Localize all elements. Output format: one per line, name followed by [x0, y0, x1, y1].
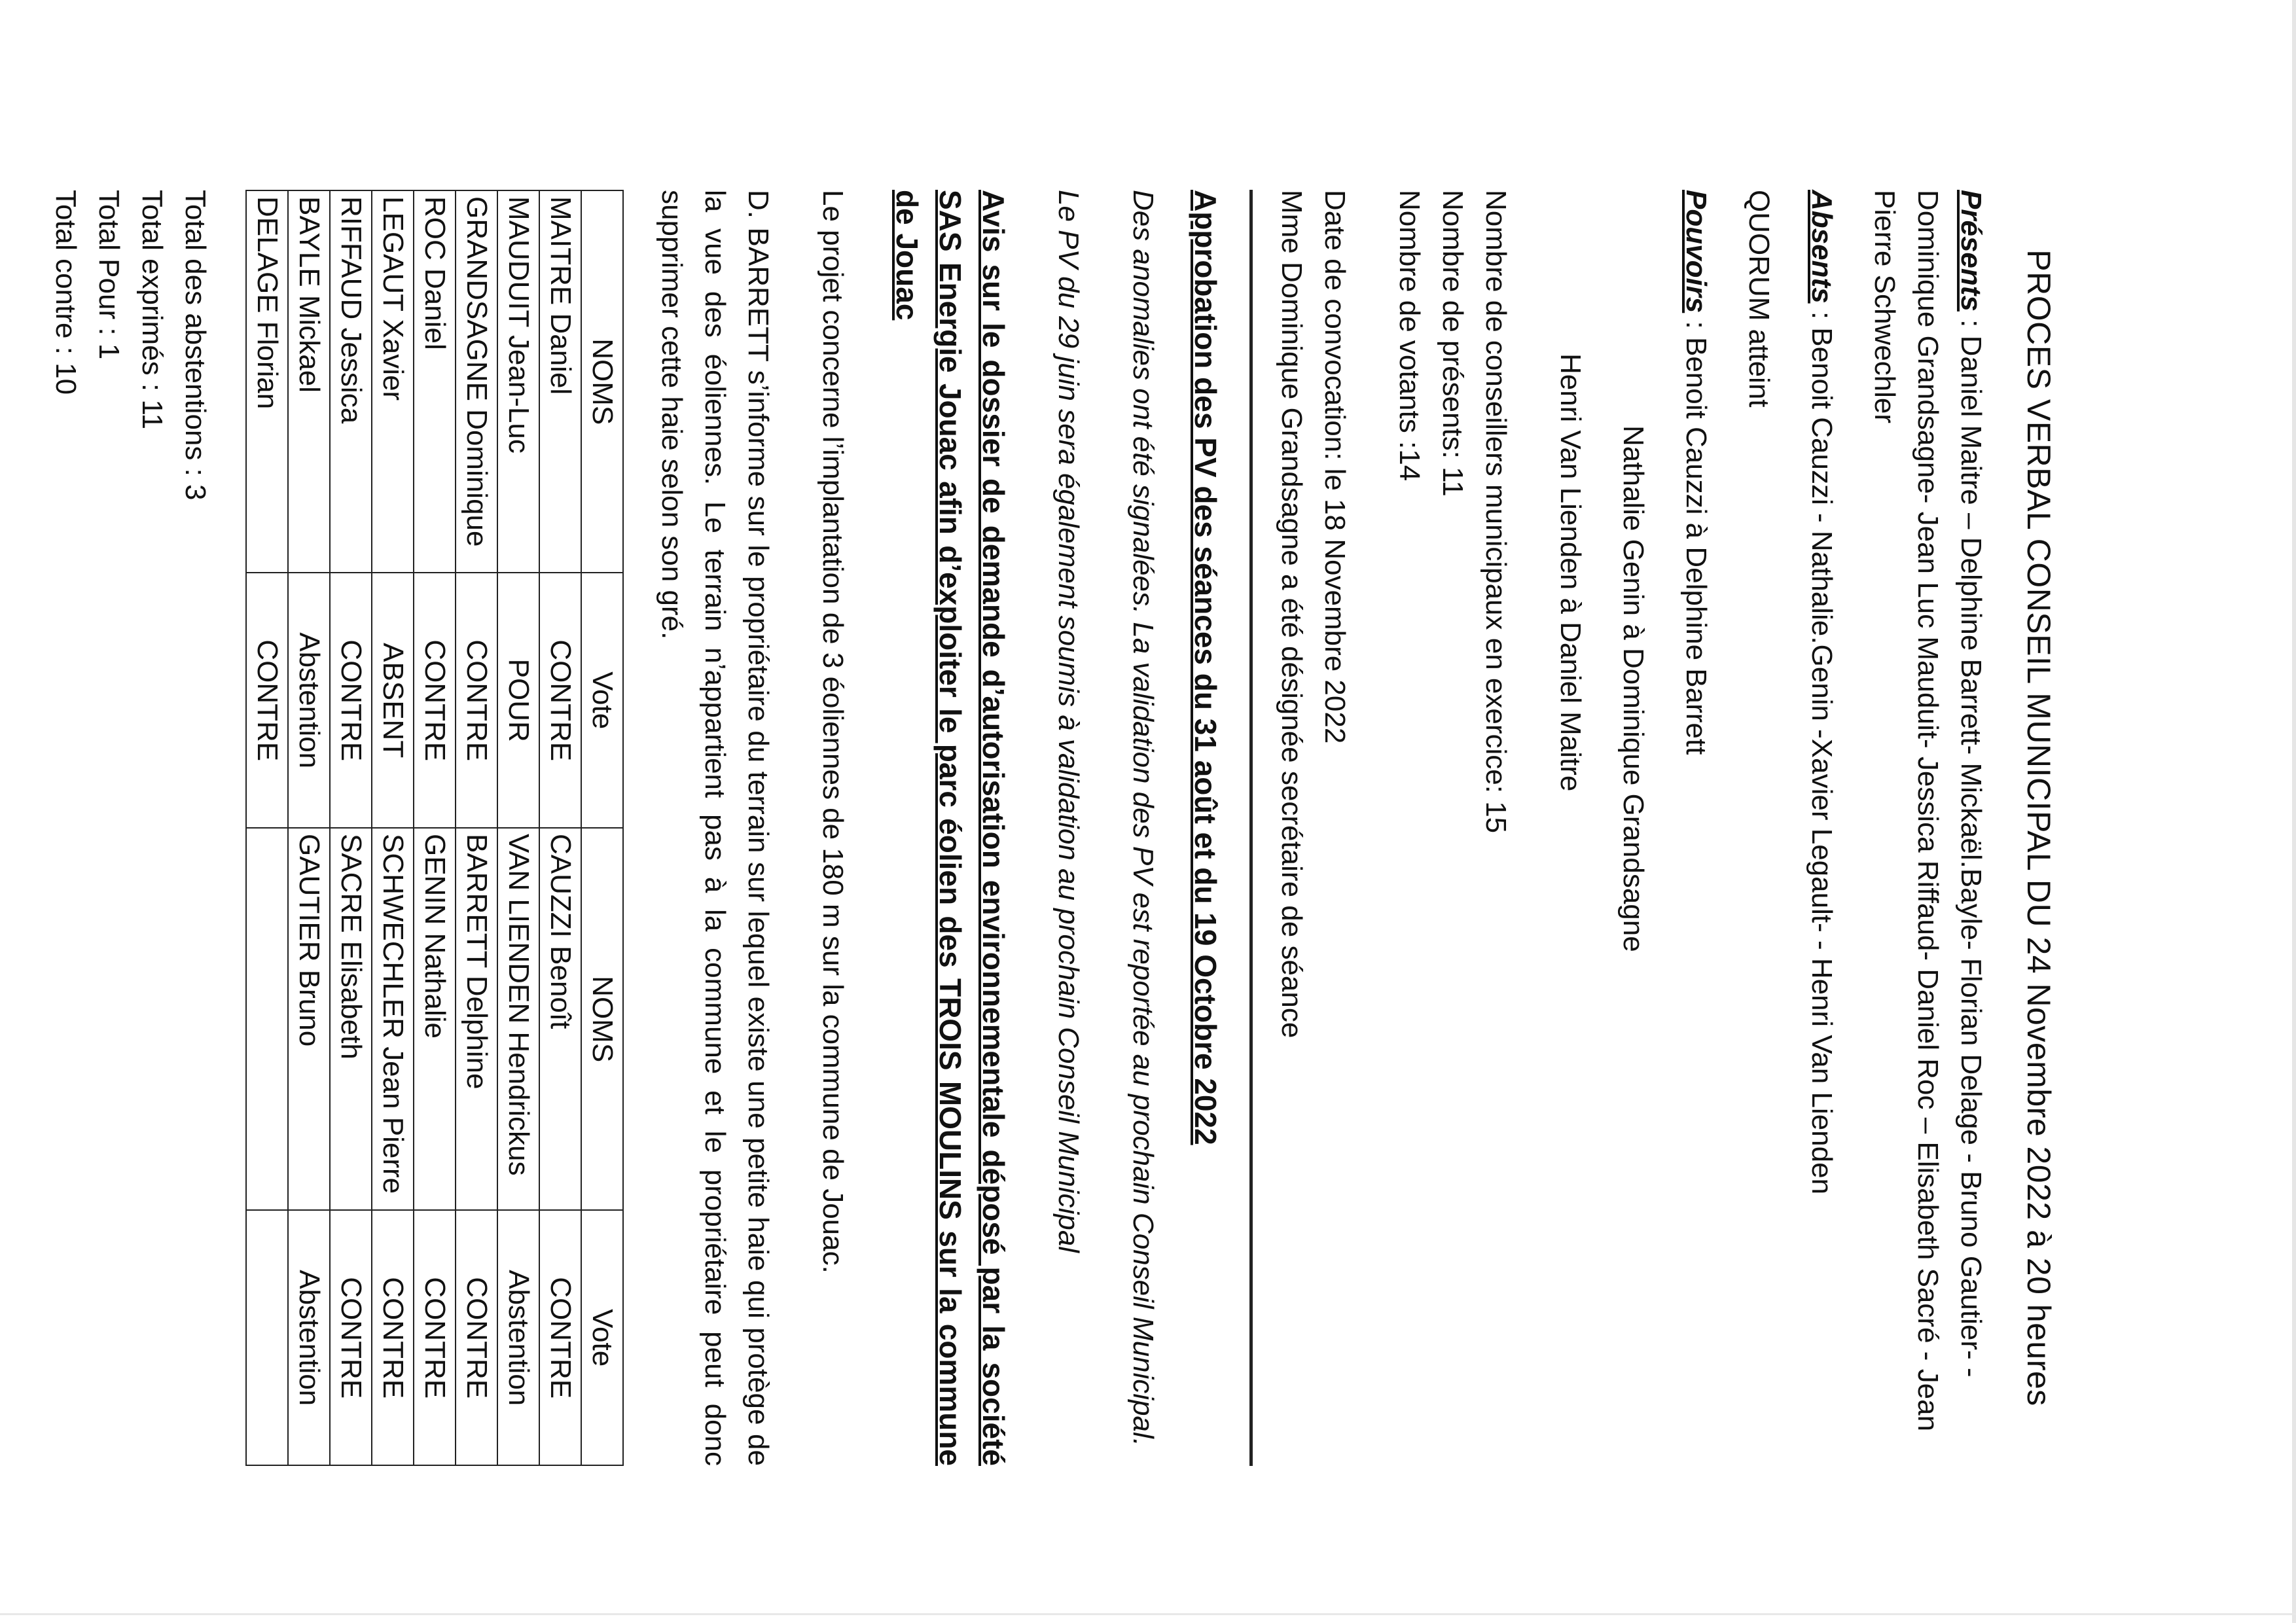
approval-paragraph: Des anomalies ont été signalées. La validation des PV est reportée au prochain Conseil Municipal. [1127, 190, 1159, 1447]
member-vote: CONTRE [330, 573, 372, 828]
member-vote: CONTRE [330, 1210, 372, 1465]
table-row [330, 190, 372, 1465]
absents-label: Absents [1806, 190, 1838, 304]
pouvoir-item: Benoit Cauzzi à Delphine Barrett [1680, 336, 1712, 755]
vote-table [245, 190, 624, 1466]
totals-block [44, 190, 217, 1466]
secretary-line: Mme Dominique Grandsagne a été désignée secrétaire de séance [1276, 190, 1308, 1039]
member-name: SCHWECHLER Jean Pierre [372, 828, 414, 1210]
member-name: ROC Daniel [414, 190, 456, 573]
member-name: GENIN Nathalie [414, 828, 456, 1210]
member-vote: CONTRE [414, 1210, 456, 1465]
counts-block [1388, 190, 1517, 1466]
table-row [539, 190, 581, 1465]
pouvoirs-line: Pouvoirs : Benoit Cauzzi à Delphine Barrett [1680, 190, 1712, 755]
table-row [456, 190, 497, 1465]
member-name: RIFFAUD Jessica [330, 190, 372, 573]
header-vote: Vote [581, 1210, 623, 1465]
pouvoir-item: Henri Van Lienden à Daniel Maitre [1554, 353, 1587, 792]
member-vote: CONTRE [456, 1210, 497, 1465]
member-vote: ABSENT [372, 573, 414, 828]
member-vote: Abstention [288, 1210, 330, 1465]
header-noms: NOMS [581, 828, 623, 1210]
count-line: Nombre de conseillers municipaux en exercice: 15 [1480, 190, 1512, 834]
member-vote: Abstention [288, 573, 330, 828]
member-vote: CONTRE [539, 573, 581, 828]
pouvoir-item: Nathalie Genin à Dominique Grandsagne [1617, 425, 1649, 952]
absents-line [1800, 190, 1843, 1466]
approval-paragraph: Le PV du 29 juin sera également soumis à validation au prochain Conseil Municipal [1052, 190, 1085, 1253]
member-name [246, 828, 288, 1210]
member-vote: CONTRE [539, 1210, 581, 1465]
member-vote: CONTRE [414, 573, 456, 828]
header-noms: NOMS [581, 190, 623, 573]
quorum-line: QUORUM atteint [1743, 190, 1775, 408]
member-vote: CONTRE [246, 573, 288, 828]
total-line: Total Pour : 1 [93, 190, 125, 360]
pouvoirs-label: Pouvoirs [1680, 190, 1712, 313]
total-line: Total contre : 10 [50, 190, 82, 395]
member-name: LEGAUT Xavier [372, 190, 414, 573]
member-name: GAUTIER Bruno [288, 828, 330, 1210]
member-name: MAITRE Daniel [539, 190, 581, 573]
section-divider [1249, 190, 1253, 1466]
total-line: Total exprimés : 11 [136, 190, 168, 430]
member-name: SACRE Elisabeth [330, 828, 372, 1210]
avis-paragraph: D. BARRETT s’informe sur le propriétaire du terrain sur lequel existe une petite haie qui protège de la vue des éoliennes. Le terrain n’appartient pas à la commune et le propriétaire peut donc supprimer cette haie selon son gré. [656, 190, 774, 1466]
total-line: Total des abstentions : 3 [179, 190, 211, 501]
presents-label: Présents [1955, 190, 1987, 312]
table-row [288, 190, 330, 1465]
table-row [246, 190, 288, 1465]
member-vote: POUR [497, 573, 539, 828]
convocation-block [1270, 190, 1356, 1466]
member-vote: CONTRE [372, 1210, 414, 1465]
avis-heading: Avis sur le dossier de demande d’autorisation environnementale déposé par la société SAS Energie Jouac afin d’exploiter le parc éolien des TROIS MOULINS sur la commune de Jouac [890, 190, 1011, 1466]
member-name: CAUZZI Benoît [539, 828, 581, 1210]
approval-heading: Approbation des PV des séances du 31 août et du 19 Octobre 2022 [1189, 190, 1223, 1145]
member-vote: CONTRE [456, 573, 497, 828]
presents-line [1863, 190, 1992, 1466]
member-vote: Abstention [497, 1210, 539, 1465]
table-row [497, 190, 539, 1465]
count-line: Nombre de votants :14 [1393, 190, 1426, 482]
member-name: DELAGE Florian [246, 190, 288, 573]
count-line: Nombre de présents: 11 [1437, 190, 1469, 497]
member-name: MAUDUIT Jean-Luc [497, 190, 539, 573]
header-vote: Vote [581, 573, 623, 828]
table-row [414, 190, 456, 1465]
presents-text: : Daniel Maitre – Delphine Barrett- Mickaël.Bayle- Florian Delage - Bruno Gautier- - Dominique Grandsagne- Jean Luc Mauduit- Jessica Riffaud- Daniel Roc – Elisabeth Sacré - Jean Pierre Schwechler [1869, 190, 1987, 1432]
convocation-line: Date de convocation: le 18 Novembre 2022 [1319, 190, 1351, 744]
member-name: BAYLE Mickael [288, 190, 330, 573]
avis-paragraph: Le projet concerne l’implantation de 3 éoliennes de 180 m sur la commune de Jouac. [817, 190, 849, 1274]
member-name: BARRETT Delphine [456, 828, 497, 1210]
absents-text: : Benoit Cauzzi - Nathalie.Genin -Xavier Legault- - Henri Van Lienden [1806, 303, 1838, 1195]
vote-table-header [581, 190, 623, 1465]
member-vote [246, 1210, 288, 1465]
table-row [372, 190, 414, 1465]
member-name: VAN LIENDEN Hendrickus [497, 828, 539, 1210]
member-name: GRANDSAGNE Dominique [456, 190, 497, 573]
document-title: PROCES VERBAL CONSEIL MUNICIPAL DU 24 Novembre 2022 à 20 heures [2020, 249, 2057, 1406]
